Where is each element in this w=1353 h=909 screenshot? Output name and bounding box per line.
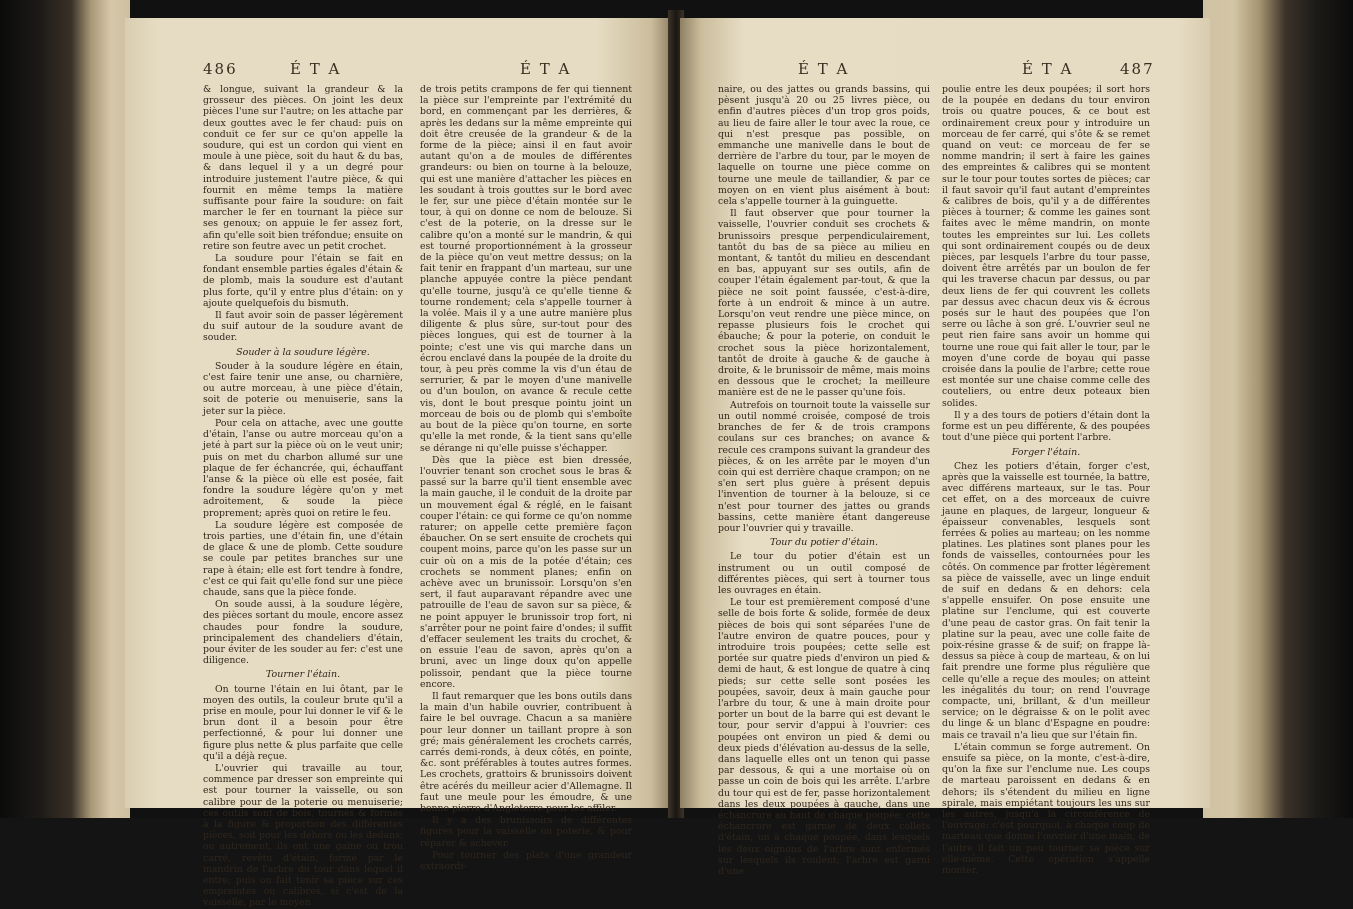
section-heading: Souder à la soudure légère. <box>236 346 370 358</box>
right-page-edges <box>1203 0 1353 818</box>
paragraph: Le tour du potier d'étain est un instrument ou un outil composé de différentes pièces, qui sert à tourner tous les ouvrages en étain. <box>718 551 930 596</box>
paragraph: On tourne l'étain en lui ôtant, par le moyen des outils, la couleur brute qu'il a prise en moule, pour lui donner le vif & le brun dont il a besoin pour être perfectionné, & pour lui donner une figure plus nette & plus parfaite que celle qu'il a déjà reçue. <box>203 683 403 762</box>
paragraph: Le tour est premièrement composé d'une selle de bois forte & solide, formée de deux pièces de bois qui sont séparées l'une de l'autre environ de quatre pouces, pour y introduire trois poupées; cette selle est portée sur quatre pieds d'environ un pied & demi de haut, & est longue de quatre à cinq pieds; sur cette selle sont posées les poupées, savoir, deux à main gauche pour l'arbre du tour, & une à main droite pour porter un bout de la barre qui est devant le tour, pour servir d'appui à l'ouvrier: ces poupées ont environ un pied & demi ou deux pieds d'élévation au-dessus de la selle, dans laquelle elles ont un tenon qui passe par dessous, & qui a une mortaise où on passe un coin de bois qui les arrête. L'arbre du tour qui est de fer, passe horizontalement dans les deux poupées à gauche, dans une échancrure au haut de chaque poupée: cette échancrure est garnie de deux collets d'étain, un à chaque poupée, dans lesquels les deux oignons de l'arbre sont enfermés sur lesquels ils roulent; l'arbre est garni d'une <box>718 597 930 878</box>
right-page-column-2 <box>942 84 1150 877</box>
right-page-column-1 <box>718 84 930 878</box>
right-running-head <box>680 60 1210 80</box>
running-head-text: É T A <box>290 60 342 78</box>
paragraph: Il faut observer que pour tourner la vaisselle, l'ouvrier conduit ses crochets & brunissoirs presque perpendiculairement, tantôt du bas de sa pièce au milieu en montant, & tantôt du milieu en descendant en bas, appuyant sur ses outils, afin de couper l'étain également par-tout, & que la pièce ne soit point faussée, c'est-à-dire, forte à un endroit & mince à un autre. Lorsqu'on veut rendre une pièce mince, on repasse plusieurs fois le crochet qui ébauche; & pour la poterie, on conduit le crochet sous la pièce horizontalement, tantôt de droite à gauche & de gauche à droite, & le brunissoir de même, mais moins en dessous que le crochet; la meilleure manière est de ne le passer qu'une fois. <box>718 208 930 399</box>
running-head-text: É T A <box>798 60 850 78</box>
left-page-edges <box>0 0 130 818</box>
paragraph: Dès que la pièce est bien dressée, l'ouvrier tenant son crochet sous le bras & passé sur la barre qu'il tient ensemble avec la main gauche, il le conduit de la droite par un mouvement égal & réglé, en le faisant couper l'étain: ce qui forme ce qu'on nomme raturer; on appelle cette première façon ébaucher. On se sert ensuite de crochets qui coupent moins, parce qu'on les passe sur un cuir où on a mis de la potée d'étain; ces crochets se nomment planes; enfin on achève avec un brunissoir. Lorsqu'on s'en sert, il faut auparavant répandre avec une patrouille de l'eau de savon sur sa pièce, & ne point appuyer le brunissoir trop fort, ni s'arrêter pour ne point faire d'ondes; il suffit d'effacer seulement les traits du crochet, & on essuie l'eau de savon, après qu'on a bruni, avec un linge doux qu'on appelle polissoir, pendant que la pièce tourne encore. <box>420 454 632 690</box>
page-number: 486 <box>203 60 238 78</box>
left-page-column-1 <box>203 84 403 909</box>
paragraph: Il y a des brunissoirs de différentes figures pour la vaisselle ou poterie, & pour réparer & achever. <box>420 815 632 849</box>
paragraph: naire, ou des jattes ou grands bassins, qui pèsent jusqu'à 20 ou 25 livres pièce, ou enfin d'autres pièces d'un trop gros poids, au lieu de faire aller le tour avec la roue, ce qui n'est presque pas possible, on emmanche une manivelle dans le bout de derrière de l'arbre du tour, par le moyen de laquelle on tourne une pièce comme on tourne une meule de taillandier, & par ce moyen on en vient plus aisément à bout: cela s'appelle tourner à la guinguette. <box>718 84 930 208</box>
running-head-text: É T A <box>520 60 572 78</box>
paragraph: L'étain commun se forge autrement. On ensuife sa pièce, on la monte, c'est-à-dire, qu'on la fixe sur l'enclume nue. Les coups de marteau paroissent en dedans & en dehors; ils s'étendent du milieu en ligne spirale, mais empiétant toujours les uns sur les autres, jusqu'à la circonférence de l'ouvrage: c'est pourquoi, à chaque coup de marteau que donne l'ouvrier d'une main, de l'autre il fait un peu tourner sa pièce sur elle-même. Cette opération s'appelle monter. <box>942 741 1150 877</box>
paragraph: L'ouvrier qui travaille au tour, commence par dresser son empreinte qui est pour tourner la vaisselle, ou son calibre pour de la poterie ou menuiserie; ces outils sont de bois, tournés & formés à la figure & proportion des différentes pièces, soit pour les dehors ou les dedans; ou autrement, ils ont une gaine ou trou carré, revêtu d'étain, formé par le mandrin de l'arbre du tour dans lequel il entre; puis on fait tenir sa pièce sur ces empreintes ou calibres, si c'est de la vaisselle, par le moyen <box>203 762 403 909</box>
right-page <box>680 18 1210 878</box>
left-running-head <box>125 60 673 80</box>
section-heading: Forger l'étain. <box>1011 446 1081 458</box>
paragraph: Autrefois on tournoit toute la vaisselle sur un outil nommé croisée, composé de trois branches de fer & de trois crampons coulans sur ces branches; on avance & recule ces crampons suivant la grandeur des pièces, & on les arrête par le moyen d'un coin qui est derrière chaque crampon; on ne s'en sert plus guère à présent depuis l'invention de tourner à la belouze, si ce n'est pour tourner des jattes ou grands bassins, cette manière étant dangereuse pour l'ouvrier qui y travaille. <box>718 399 930 534</box>
paragraph: Il faut avoir soin de passer légèrement du suif autour de la soudure avant de souder. <box>203 310 403 344</box>
paragraph: & longue, suivant la grandeur & la grosseur des pièces. On joint les deux pièces l'une sur l'autre; on les attache par deux gouttes avec le fer chaud: puis on conduit ce fer sur ce qu'on appelle la soudure, qui est un cordon qui vient en moule à une pièce, soit du haut & du bas, & dans lequel il y a un degré pour introduire justement l'autre pièce, & qui fournit en même temps la matière suffisante pour faire la soudure: on fait marcher le fer en tournant la pièce sur ses genoux; on appuie le fer assez fort, afin qu'elle soit bien tréfondue; ensuite on retire son feutre avec un petit crochet. <box>203 84 403 252</box>
left-page-column-2 <box>420 84 632 873</box>
section-heading: Tourner l'étain. <box>265 669 341 681</box>
paragraph: La soudure pour l'étain se fait en fondant ensemble parties égales d'étain & de plomb, mais la soudure est d'autant plus forte, qu'il y entre plus d'étain: on y ajoute quelquefois du bismuth. <box>203 253 403 309</box>
paragraph: Il faut remarquer que les bons outils dans la main d'un habile ouvrier, contribuent à faire le bel ouvrage. Chacun a sa manière pour leur donner un taillant propre à son gré; mais généralement les crochets carrés, carrés demi-ronds, à deux côtés, en pointe, &c. sont préférables à toutes autres formes. Les crochets, grattoirs & brunissoirs doivent être acérés du meilleur acier d'Allemagne. Il faut une meule pour les émoudre, & une bonne pierre d'Angleterre pour les affiler. <box>420 690 632 814</box>
paragraph: Pour cela on attache, avec une goutte d'étain, l'anse ou autre morceau qu'on a jeté à part sur la pièce où on le veut unir; puis on met du charbon allumé sur une plaque de fer échancrée, qui, échauffant l'anse & la pièce où elle est posée, fait fondre la soudure légère qu'on y met adroitement, & soude la pièce proprement; après quoi on retire le feu. <box>203 417 403 519</box>
paragraph: poulie entre les deux poupées; il sort hors de la poupée en dedans du tour environ trois ou quatre pouces, & ce bout est ordinairement creux pour y introduire un morceau de fer carré, qui s'ôte & se remet quand on veut: ce morceau de fer se nomme mandrin; il sert à faire les gaines des empreintes & calibres qui se montent sur le tour pour toutes sortes de pièces; car il faut savoir qu'il faut autant d'empreintes & calibres de bois, qu'il y a de différentes pièces à tourner; & comme les gaines sont faites avec le même mandrin, on monte toutes les empreintes sur lui. Les collets qui sont ordinairement coupés ou de deux pièces, par lesquels l'arbre du tour passe, doivent être arrêtés par un boulon de fer qui les traverse chacun par dessus, ou par deux liens de fer qui couvrent les collets par dessus avec chacun deux vis & écrous posés sur le haut des poupées que l'on serre ou lâche à son gré. L'ouvrier seul ne peut rien faire sans avoir un homme qui tourne une roue qui fait aller le tour, par le moyen d'une corde de boyau qui passe croisée dans la poulie de l'arbre; cette roue est montée sur une chaise comme celle des couteliers, ou entre deux poteaux bien solides. <box>942 84 1150 409</box>
running-head-text: É T A <box>1022 60 1074 78</box>
paragraph: Pour tourner des plats d'une grandeur extraordi- <box>420 849 632 873</box>
paragraph: La soudure légère est composée de trois parties, une d'étain fin, une d'étain de glace & une de plomb. Cette soudure se coule par petites branches sur une rape à étain; elle est fort tendre à fondre, c'est ce qui fait qu'elle fond sur une pièce chaude, sans que la pièce fonde. <box>203 519 403 598</box>
paragraph: Il y a des tours de potiers d'étain dont la forme est un peu différente, & des poupées tout d'une pièce qui portent l'arbre. <box>942 409 1150 444</box>
page-number: 487 <box>1120 60 1155 78</box>
paragraph: Souder à la soudure légère en étain, c'est faire tenir une anse, ou charnière, ou autre morceau, à une pièce d'étain, soit de poterie ou menuiserie, sans la jeter sur la pièce. <box>203 360 403 417</box>
left-page <box>125 18 673 909</box>
paragraph: Chez les potiers d'étain, forger c'est, après que la vaisselle est tournée, la battre, avec différens marteaux, sur le tas. Pour cet effet, on a des morceaux de cuivre jaune en plaques, de largeur, longueur & épaisseur convenables, lesquels sont ferrées & polies au marteau; on les nomme platines. Les platines sont planes pour les fonds de vaisselles, contournées pour les côtés. On commence par frotter légèrement sa pièce de vaisselle, avec un linge enduit de suif en dedans & en dehors: cela s'appelle ensuifer. On pose ensuite une platine sur l'enclume, qui est couverte d'une peau de castor gras. On fait tenir la platine sur la peau, avec une colle faite de poix-résine grasse & de suif; on frappe là-dessus sa pièce à coup de marteau, & on lui fait prendre une forme plus régulière que celle qu'elle a reçue des moules; on atteint les inégalités du tour; on rend l'ouvrage compacte, uni, brillant, & d'un meilleur service; on le dégraisse & on le polit avec du linge & un blanc d'Espagne en poudre: mais ce travail n'a lieu que sur l'étain fin. <box>942 460 1150 741</box>
section-heading: Tour du potier d'étain. <box>769 537 879 549</box>
paragraph: On soude aussi, à la soudure légère, des pièces sortant du moule, encore assez chaudes pour fondre la soudure, principalement des chandeliers d'étain, pour éviter de les souder au fer: c'est une diligence. <box>203 599 403 667</box>
paragraph: de trois petits crampons de fer qui tiennent la pièce sur l'empreinte par l'extrémité du bord, en commençant par les derrières, & après les dedans sur la même empreinte qui doit être creusée de la grandeur & de la forme de la pièce; ainsi il en faut avoir autant qu'on a de moules de différentes grandeurs: ou bien on tourne à la belouze, qui est une manière d'attacher les pièces en les soudant à trois gouttes sur le bord avec le fer, sur une pièce d'étain montée sur le tour, à qui on donne ce nom de belouze. Si c'est de la poterie, on la dresse sur le calibre qu'on a monté sur le mandrin, & qui est tourné proportionnément à la grosseur de la pièce qu'on veut mettre dessus; on la fait tenir en frappant d'un marteau, sur une planche appuyée contre la pièce pendant qu'elle tourne, jusqu'à ce qu'elle tienne & tourne rondement; cela s'appelle tourner à la volée. Mais il y a une autre manière plus diligente & plus sûre, sur-tout pour des pièces longues, qui est de tourner à la pointe; c'est une vis qui marche dans un écrou enclavé dans la poupée de la droite du tour, à peu près comme la vis d'un étau de serrurier, & par le moyen d'une manivelle ou d'un boulon, on avance & recule cette vis, dont le bout presque pointu joint un morceau de bois ou de plomb qui s'emboîte au bout de la pièce qu'on tourne, en sorte qu'elle la met ronde, & la tient sans qu'elle se dérange ni qu'elle puisse s'échapper. <box>420 84 632 454</box>
